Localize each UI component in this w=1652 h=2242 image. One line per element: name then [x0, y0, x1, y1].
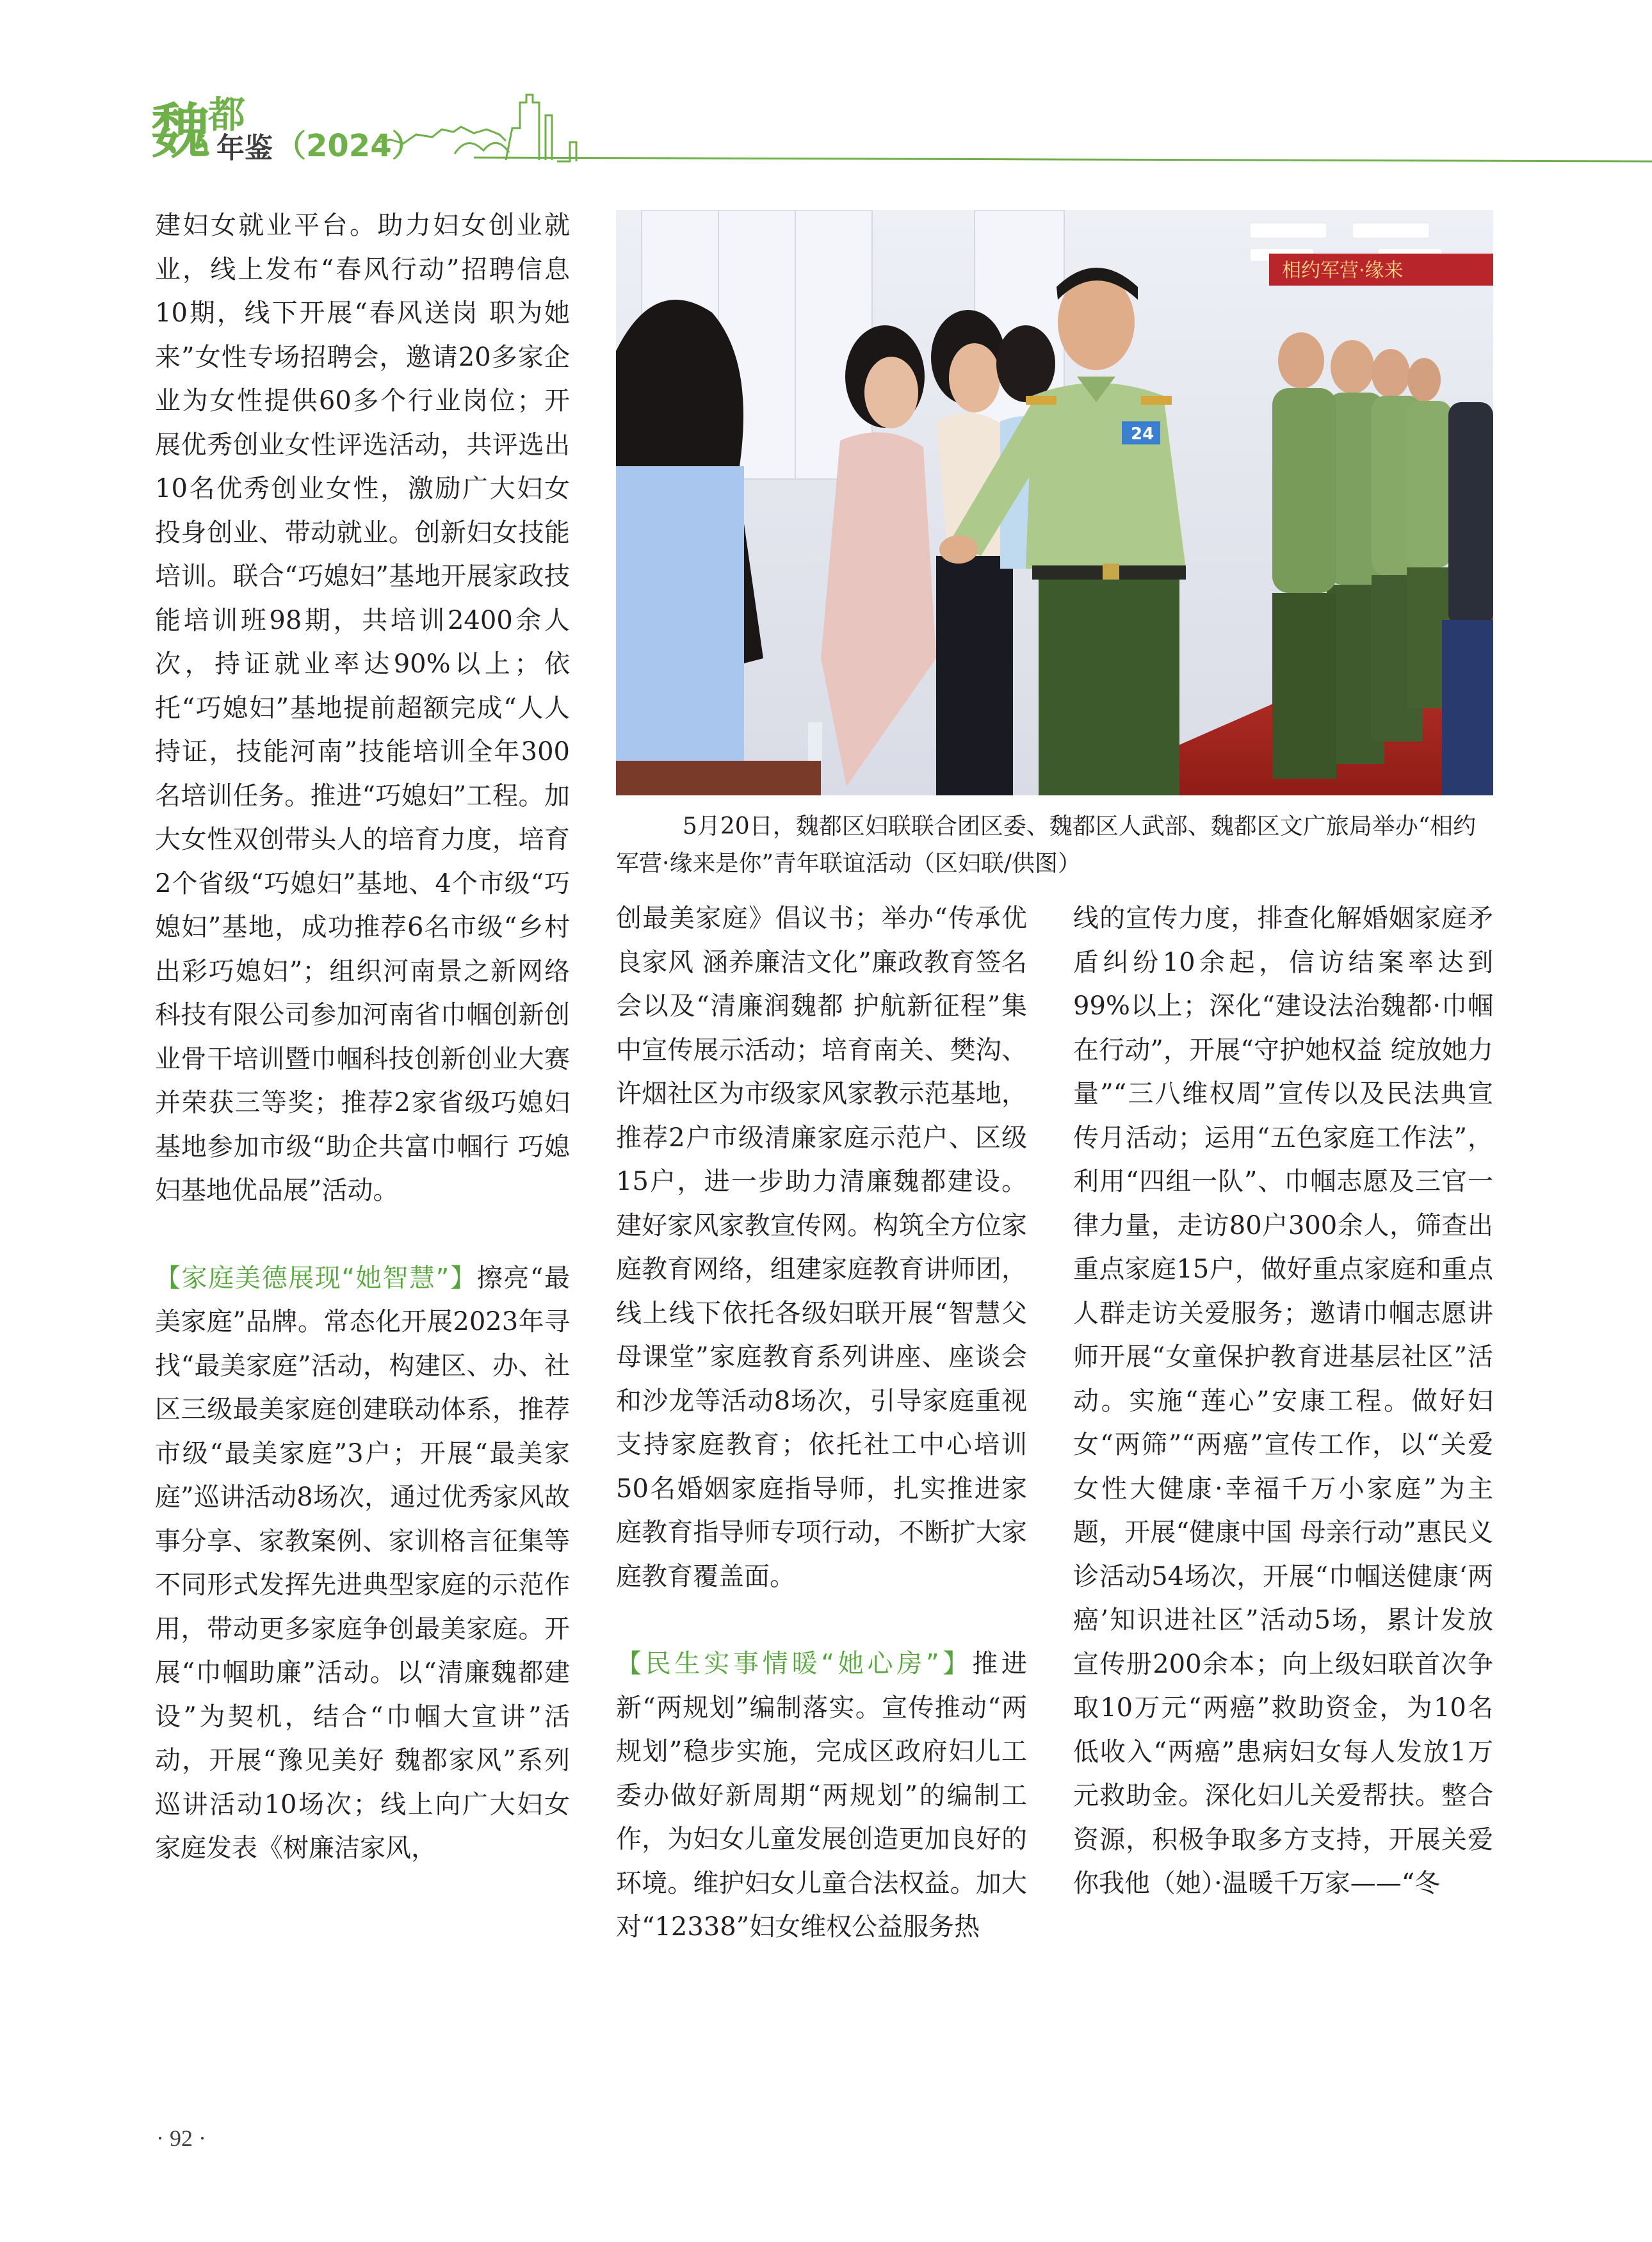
section-heading: 【民生实事情暖“她心房”】 — [616, 1649, 973, 1678]
paragraph: 线的宣传力度，排查化解婚姻家庭矛盾纠纷10余起，信访结案率达到99%以上；深化“建设法治魏都·巾帼在行动”，开展“守护她权益 绽放她力量”“三八维权周”宣传以及民法典宣传月活动；运用“五色家庭工作法”，利用“四组一队”、巾帼志愿及三官一律力量，走访80户300余人，筛查出重点家庭15户，做好重点家庭和重点人群走访关爱服务；邀请巾帼志愿讲师开展“女童保护教育进基层社区”活动。实施“莲心”安康工程。做好妇女“两筛”“两癌”宣传工作，以“关爱女性大健康·幸福千万小家庭”为主题，开展“健康中国 母亲行动”惠民义诊活动54场次，开展“巾帼送健康‘两癌’知识进社区”活动5场，累计发放宣传册200余本；向上级妇联首次争取10万元“两癌”救助资金，为10名低收入“两癌”患病妇女每人发放1万元救助金。深化妇儿关爱帮扶。整合资源，积极争取多方支持，开展关爱你我他（她）·温暖千万家——“冬 — [1073, 904, 1493, 1898]
logo-yearbook: 年鉴 — [216, 132, 273, 165]
section-heading: 【家庭美德展现“她智慧”】 — [155, 1263, 477, 1293]
paragraph — [155, 1256, 570, 1871]
column-3 — [1073, 897, 1493, 1906]
paragraph-text: 擦亮“最美家庭”品牌。常态化开展2023年寻找“最美家庭”活动，构建区、办、社区三级最美家庭创建联动体系，推荐市级“最美家庭”3户；开展“最美家庭”巡讲活动8场次，通过优秀家风故事分享、家教案例、家训格言征集等不同形式发挥先进典型家庭的示范作用，带动更多家庭争创最美家庭。开展“巾帼助廉”活动。以“清廉魏都建设”为契机，结合“巾帼大宣讲”活动，开展“豫见美好 魏都家风”系列巡讲活动10场次；线上向广大妇女家庭发表《树廉洁家风， — [155, 1263, 570, 1863]
paragraph-text: 推进新“两规划”编制落实。宣传推动“两规划”稳步实施，完成区政府妇儿工委办做好新周期“两规划”的编制工作，为妇女儿童发展创造更加良好的环境。维护妇女儿童合法权益。加大对“12338”妇女维权公益服务热 — [616, 1649, 1028, 1942]
paragraph: 建妇女就业平台。助力妇女创业就业，线上发布“春风行动”招聘信息10期，线下开展“春风送岗 职为她来”女性专场招聘会，邀请20多家企业为女性提供60多个行业岗位；开展优秀创业女性评选活动，共评选出10名优秀创业女性，激励广大妇女投身创业、带动就业。创新妇女技能培训。联合“巧媳妇”基地开展家政技能培训班98期，共培训2400余人次，持证就业率达90%以上；依托“巧媳妇”基地提前超额完成“人人持证，技能河南”技能培训全年300名培训任务。推进“巧媳妇”工程。加大女性双创带头人的培育力度，培育2个省级“巧媳妇”基地、4个市级“巧媳妇”基地，成功推荐6名市级“乡村出彩巧媳妇”；组织河南景之新网络科技有限公司参加河南省巾帼创新创业骨干培训暨巾帼科技创新创业大赛并荣获三等奖；推荐2家省级巧媳妇基地参加市级“助企共富巾帼行 巧媳妇基地优品展”活动。 — [155, 211, 570, 1205]
paragraph — [616, 1642, 1027, 1949]
column-1 — [155, 204, 570, 1871]
logo-year: （2024） — [275, 128, 423, 164]
skyline-decoration — [378, 90, 1652, 173]
banner-text: 相约军营·缘来 — [1282, 259, 1404, 282]
badge-number: 24 — [1131, 425, 1154, 444]
paragraph: 创最美家庭》倡议书；举办“传承优良家风 涵养廉洁文化”廉政教育签名会以及“清廉润魏都 护航新征程”集中宣传展示活动；培育南关、樊沟、许烟社区为市级家风家教示范基地，推荐2户市级清廉家庭示范户、区级15户，进一步助力清廉魏都建设。建好家风家教宣传网。构筑全方位家庭教育网络，组建家庭教育讲师团，线上线下依托各级妇联开展“智慧父母课堂”家庭教育系列讲座、座谈会和沙龙等活动8场次，引导家庭重视支持家庭教育；依托社工中心培训50名婚姻家庭指导师，扎实推进家庭教育指导师专项行动，不断扩大家庭教育覆盖面。 — [616, 904, 1027, 1591]
logo-char-du: 都 — [208, 93, 246, 136]
logo-char-wei: 魏 — [151, 97, 211, 166]
page-number: · 92 · — [156, 2125, 206, 2151]
photo-caption — [616, 808, 1493, 882]
photo-illustration — [616, 210, 1493, 795]
page-header — [0, 0, 1652, 179]
column-2 — [616, 897, 1027, 1949]
caption-text: 5月20日，魏都区妇联联合团区委、魏都区人武部、魏都区文广旅局举办“相约军营·缘来是你”青年联谊活动（区妇联/供图） — [616, 813, 1477, 877]
event-photo — [616, 210, 1493, 795]
